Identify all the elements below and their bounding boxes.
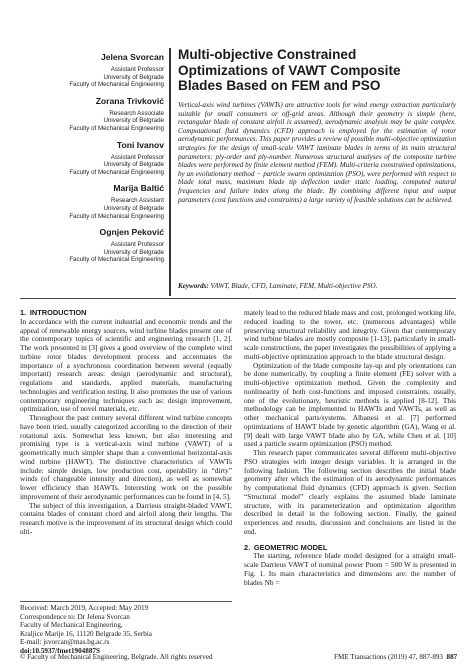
journal-footer	[334, 653, 457, 662]
author-position: Research Associate	[109, 109, 164, 117]
body-column-right	[244, 309, 456, 587]
author-university: University of Belgrade	[103, 204, 164, 212]
body-paragraph: This research paper communicates several different multi-objective PSO strategies with integer design variables. It is arranged in the following fashion. The following section describes the initial blade geometry after which the estimation of its aerodynamic performances by computational fluid dynamics (CFD) approach is given. Section “Structural model” clearly explains the assumed blade laminate structure, with its parameterization and optimization algorithm described in detail in the following section. Finally, the gained experiences and results, discussion and conclusions are listed in the end.	[244, 448, 456, 536]
author-card	[0, 140, 164, 177]
author-university: University of Belgrade	[103, 161, 164, 169]
author-list	[0, 52, 164, 271]
author-name: Toni Ivanov	[116, 139, 164, 150]
author-position: Assistant Professor	[110, 153, 164, 161]
author-university: University of Belgrade	[103, 248, 164, 256]
author-card	[0, 227, 164, 264]
abstract: Vertical-axis wind turbines (VAWTs) are attractive tools for wind energy extraction particularly suitable for small consumers or off-grid areas. Although their geometry is simple (here, rectangular blade of constant airfoil is assumed), aerodynamic analysis may be quite complex. Computational fluid dynamics (CFD) approach is employed for the estimation of rotor aerodynamic performances. This paper provides a review of possible multi-objective optimization strategies for the design of small-scale VAWT laminate blades in terms of its main structural parameters: ply-order and ply-number. Numerous structural analyses of the composite turbine blades were performed by finite element method (FEM). Multi-criteria constrained optimizations, by an evolutionary method − particle swarm optimization (PSO), were performed with respect to blade total mass, maximum blade tip deflection under static loading, computed natural frequencies and failure index along the blade. By combining different input and output parameters (cost functions and constraints) a large variety of feasible solutions can be achieved.	[178, 101, 456, 204]
author-faculty: Faculty of Mechanical Engineering	[69, 168, 164, 176]
body-paragraph: In accordance with the current industrial and economic trends and the appeal of renewable energy sources, wind turbine blades present one of the contemporary topics of scientific and engineering research [1, 2]. The work presented in [3] gives a good overview of the complete wind turbine rotor blades development process and accentuates the importance of a synchronous coordination between several (equally important) research areas: design (aerodynamic and structural), regulations and standards, applied materials, manufacturing technologies and verification testing. It also promotes the use of various contemporary engineering techniques such as: design improvement, optimization, use of novel materials, etc.	[20, 316, 232, 414]
body-paragraph: mately lead to the reduced blade mass and cost, prolonged working life, reduced loading to the tower, etc. (numerous advantages) while preserving structural reliability and integrity. Given that contemporary wind turbine blades are mostly composite [1-13], particularly in small-scale constructions, the paper investigates the possibilities of applying a multi-objective optimization approach to the blade structural design.	[244, 308, 456, 361]
body-paragraph: The subject of this investigation, a Darrieus straight-bladed VAWT, contains blades of constant chord and airfoil along their lengths. The research motive is the improvement of its structural design which could ulti-	[20, 500, 232, 536]
faculty: Faculty of Mechanical Engineering,	[20, 621, 123, 629]
author-position: Assistant Professor	[110, 241, 164, 249]
body-paragraph: Throughout the past century several different wind turbine concepts have been tried, usually categorized according to the direction of their rotational axis. Somewhat less known, but also interesting and promising type is a vertical-axis wind turbine (VAWT) of a geometrically much simpler shape than a conventional horizontal-axis wind turbine (HAWT). The distinctive characteristics of VAWTs include: simple design, low production cost, operability in “dirty” winds (of changeable intensity and direction), as well as somewhat lower efficiency than HAWTs. Interesting work on the possible improvement of their aerodynamic performances can be found in [4, 5].	[20, 413, 232, 501]
keywords-text: VAWT, Blade, CFD, Laminate, FEM, Multi-objective PSO.	[210, 282, 378, 290]
author-university: University of Belgrade	[103, 117, 164, 125]
copyright-footer: © Faculty of Mechanical Engineering, Belgrade. All rights reserved	[20, 653, 213, 661]
journal-citation: FME Transactions (2019) 47, 887-893	[334, 653, 443, 661]
keywords	[178, 282, 456, 291]
author-faculty: Faculty of Mechanical Engineering	[69, 124, 164, 132]
horizontal-divider	[20, 298, 456, 299]
keywords-label: Keywords:	[178, 282, 209, 290]
paper-title: Multi-objective Constrained Optimizations of VAWT Composite Blades Based on FEM and PSO	[178, 47, 401, 94]
address: Kraljice Marije 16, 11120 Belgrade 35, Serbia	[20, 629, 152, 638]
author-name: Jelena Svorcan	[100, 52, 164, 62]
correspondence-note	[20, 601, 232, 655]
author-faculty: Faculty of Mechanical Engineering	[69, 212, 164, 220]
page-number: 887	[446, 653, 458, 661]
author-name: Marija Baltić	[113, 183, 164, 194]
section-heading: 2. GEOMETRIC MODEL	[244, 542, 328, 552]
section-heading: 1. INTRODUCTION	[20, 308, 87, 317]
author-card	[0, 96, 164, 133]
vertical-divider	[169, 48, 171, 296]
body-paragraph: The starting, reference blade model designed for a straight small-scale Darrieus VAWT of nominal power Pnom = 500 W is presented in Fig. 1. Its main characteristics and dimensions are: the number of blades Nb =	[244, 551, 456, 587]
author-faculty: Faculty of Mechanical Engineering	[69, 256, 164, 264]
author-card	[0, 52, 164, 89]
doi: doi:10.5937/fmet1904887S	[20, 646, 100, 655]
author-card	[0, 183, 164, 220]
email: E-mail: jsvorcan@mas.bg.ac.rs	[20, 638, 110, 646]
author-name: Ognjen Peković	[99, 227, 164, 238]
author-faculty: Faculty of Mechanical Engineering	[69, 81, 164, 89]
received-dates: Received: March 2019, Accepted: May 2019	[20, 604, 149, 612]
body-paragraph: Optimization of the blade composite lay-up and ply orientations can be done numerically, by coupling a finite element (FE) solver with a multi-objective optimization method. Given the complexity and nonlinearity of both cost-functions and imposed constraints, usually, one of the evolutionary, heuristic methods is applied [8-12]. This methodology can be implemented to HAWTs and VAWTs, as well as other mechanical parts/systems. Albanesi et al. [7] performed optimizations of HAWT blade by genetic algorithm (GA), Wang et al. [9] dealt with large VAWT blade also by GA, while Chen et al. [10] used a particle swarm optimization (PSO) method.	[244, 360, 456, 449]
body-column-left	[20, 309, 232, 537]
author-position: Research Assistant	[111, 197, 164, 205]
correspondence: Correspondence to: Dr Jelena Svorcan	[20, 612, 130, 621]
author-university: University of Belgrade	[103, 73, 164, 81]
author-position: Assistant Professor	[110, 66, 164, 73]
author-name: Zorana Trivković	[95, 95, 164, 106]
